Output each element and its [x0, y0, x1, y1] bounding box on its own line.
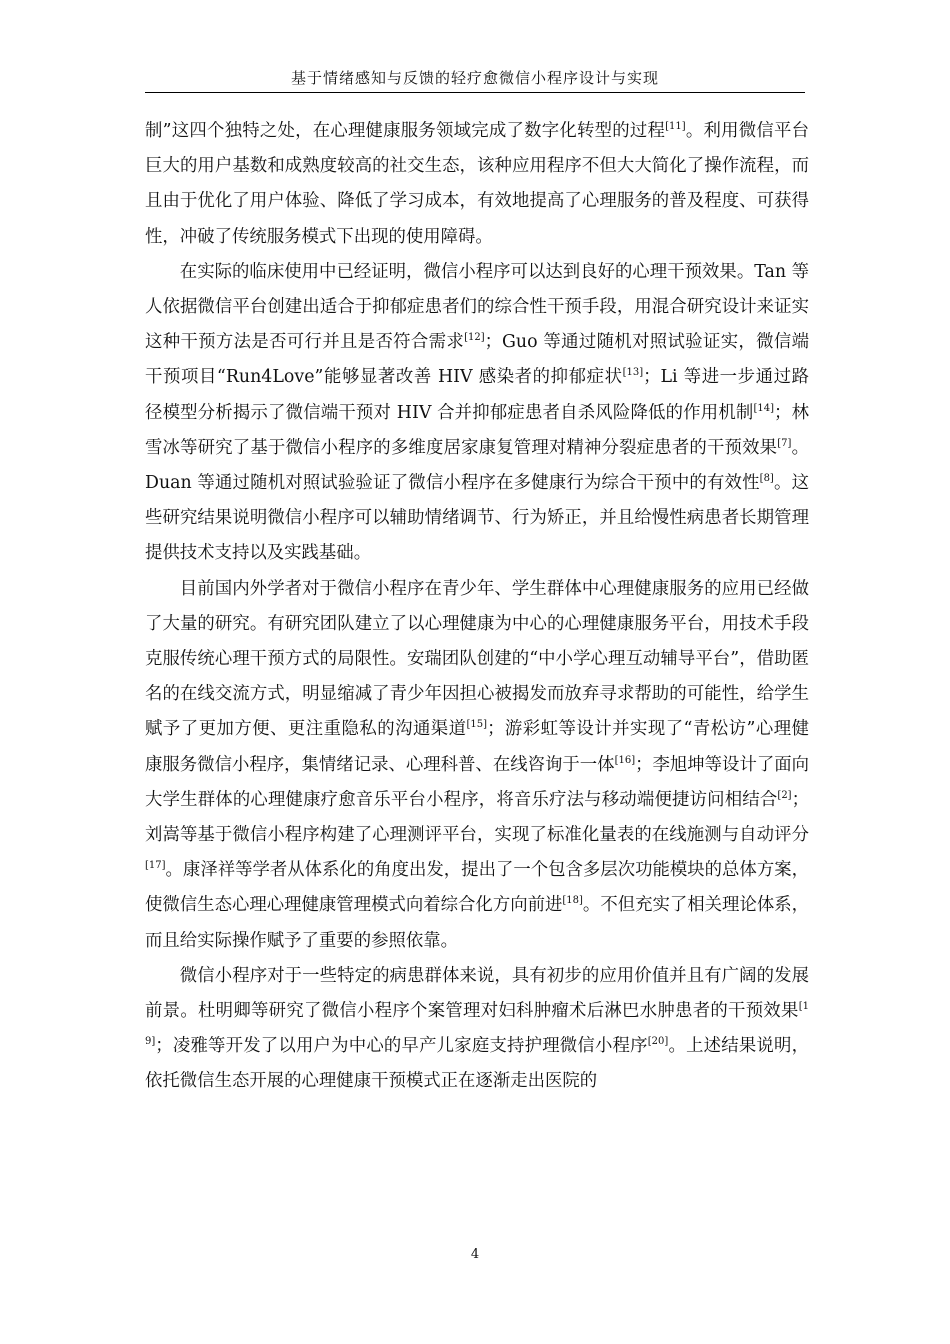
- citation: [18]: [562, 895, 583, 907]
- paragraph: [145, 572, 809, 959]
- text-run: ；李旭坤等设计了面向大学生群体的心理健康疗愈音乐平台小程序，将音乐疗法与移动端便捷访问相结合: [145, 754, 810, 810]
- text-run: 。这些研究结果说明微信小程序可以辅助情绪调节、行为矫正，并且给慢性病患者长期管理提供技术支持以及实践基础。: [145, 473, 809, 564]
- paragraph: [145, 959, 809, 1100]
- text-run: 。上述结果说明，依托微信生态开展的心理健康干预模式正在逐渐走出医院的: [145, 1036, 809, 1092]
- text-run: ；凌雅等开发了以用户为中心的早产儿家庭支持护理微信小程序: [155, 1036, 648, 1057]
- header-divider: [145, 92, 805, 93]
- citation: [11]: [665, 121, 686, 132]
- paragraph: [145, 114, 809, 255]
- text-run: 制”这四个独特之处，在心理健康服务领域完成了数字化转型的过程: [145, 121, 666, 141]
- text-run: ；Guo 等通过随机对照试验证实，微信端干预项目“Run4Love”能够显著改善 HIV 感染者的抑郁症状: [145, 332, 809, 388]
- text-run: 。Duan 等通过随机对照试验验证了微信小程序在多健康行为综合干预中的有效性: [145, 437, 809, 494]
- text-run: ；林雪冰等研究了基于微信小程序的多维度居家康复管理对精神分裂症患者的干预效果: [145, 402, 809, 458]
- citation: [2]: [777, 789, 792, 801]
- paragraph: [145, 255, 809, 572]
- citation: [8]: [759, 473, 774, 485]
- text-run: 目前国内外学者对于微信小程序在青少年、学生群体中心理健康服务的应用已经做了大量的研究。有研究团队建立了以心理健康为中心的心理健康服务平台，用技术手段克服传统心理干预方式的局限性。安瑞团队创建的“中小学心理互动辅导平台”，借助匿名的在线交流方式，明显缩减了青少年因担心被揭发而放弃寻求帮助的可能性，给学生赋予了更加方便、更注重隐私的沟通渠道: [145, 578, 809, 740]
- text-run: 微信小程序对于一些特定的病患群体来说，具有初步的应用价值并且有广阔的发展前景。杜明卿等研究了微信小程序个案管理对妇科肿瘤术后淋巴水肿患者的干预效果: [145, 965, 809, 1022]
- text-run: ；Li 等进一步通过路径模型分析揭示了微信端干预对 HIV 合并抑郁症患者自杀风险降低的作用机制: [145, 367, 809, 423]
- text-run: 。利用微信平台巨大的用户基数和成熟度较高的社交生态，该种应用程序不但大大简化了操作流程，而且由于优化了用户体验、降低了学习成本，有效地提高了心理服务的普及程度、可获得性，冲破了传统服务模式下出现的使用障碍。: [145, 121, 809, 247]
- text-run: 。不但充实了相关理论体系，而且给实际操作赋予了重要的参照依靠。: [145, 895, 810, 951]
- citation: [19]: [145, 1001, 809, 1048]
- body-text: [145, 114, 809, 1100]
- citation: [15]: [466, 719, 488, 731]
- citation: [17]: [145, 860, 166, 872]
- citation: [13]: [622, 367, 644, 379]
- citation: [16]: [614, 754, 636, 766]
- text-run: ；刘嵩等基于微信小程序构建了心理测评平台，实现了标准化量表的在线施测与自动评分: [145, 789, 809, 846]
- citation: [20]: [647, 1036, 669, 1048]
- text-run: 。康泽祥等学者从体系化的角度出发，提出了一个包含多层次功能模块的总体方案，使微信生态心理心理健康管理模式向着综合化方向前进: [145, 860, 809, 916]
- running-header-title: 基于情绪感知与反馈的轻疗愈微信小程序设计与实现: [290, 69, 659, 87]
- citation: [14]: [753, 402, 775, 414]
- citation: [12]: [464, 332, 485, 344]
- page-number: 4: [470, 1247, 480, 1262]
- text-run: 在实际的临床使用中已经证明，微信小程序可以达到良好的心理干预效果。Tan 等人依据微信平台创建出适合于抑郁症患者们的综合性干预手段，用混合研究设计来证实这种干预方法是否可行并且是否符合需求: [145, 261, 809, 353]
- text-run: ；游彩虹等设计并实现了“青松访”心理健康服务微信小程序，集情绪记录、心理科普、在线咨询于一体: [145, 719, 809, 775]
- citation: [7]: [777, 437, 792, 449]
